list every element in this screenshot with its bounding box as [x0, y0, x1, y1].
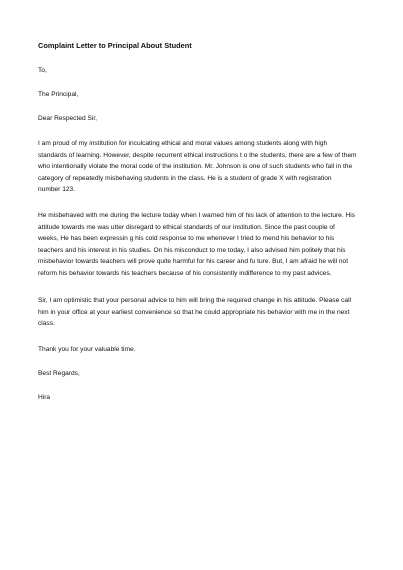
paragraph-line: weeks, He has been expressin g his cold response to me whenever I tried to mend his behavior to his: [38, 235, 335, 243]
body-paragraph-1: [38, 138, 368, 196]
paragraph-line: teachers and his interest in his studies. On his misconduct to me today, I also advised him politely that his: [38, 246, 346, 254]
paragraph-line: him in your office at your earliest convenience so that he could appropriate his behavior with me in the next: [38, 308, 350, 316]
document-title: Complaint Letter to Principal About Student: [38, 41, 192, 50]
paragraph-line: Sir, I am optimistic that your personal advice to him will bring the required change in his attitude. Please call: [38, 297, 351, 304]
thanks-line: Thank you for your valuable time.: [38, 346, 136, 353]
address-to: To,: [38, 67, 47, 74]
body-paragraph-2: [38, 210, 368, 280]
body-paragraph-3: [38, 295, 368, 330]
paragraph-line: number 123.: [38, 186, 76, 194]
recipient-line: The Principal,: [38, 91, 79, 98]
signature-name: Hira: [38, 394, 51, 401]
paragraph-line: category of repeatedly misbehaving students in the class. He is a student of grade X with registration: [38, 174, 332, 182]
salutation: Dear Respected Sir,: [38, 115, 98, 122]
paragraph-line: standards of learning. However, despite recurrent ethical instructions t o the students, there are a few of them: [38, 151, 357, 159]
paragraph-line: who intentionally violate the moral code of the institution. Mr. Johnson is one of such students who fall in the: [38, 163, 353, 171]
paragraph-line: class.: [38, 320, 55, 328]
paragraph-line: misbehavior towards teachers will prove quite harmful for his career and fu ture. But, I am afraid he will not: [38, 258, 349, 266]
paragraph-line: I am proud of my institution for inculcating ethical and moral values among students along with high: [38, 140, 328, 147]
closing-line: Best Regards,: [38, 370, 80, 377]
paragraph-line: attitude towards me was utter disregard to ethical standards of our institution. Since the past couple of: [38, 223, 335, 231]
paragraph-line: He misbehaved with me during the lecture today when I warned him of his lack of attention to the lecture. His: [38, 212, 356, 219]
paragraph-line: reform his behavior towards his teachers because of his consistently indifference to my past advices.: [38, 269, 332, 277]
